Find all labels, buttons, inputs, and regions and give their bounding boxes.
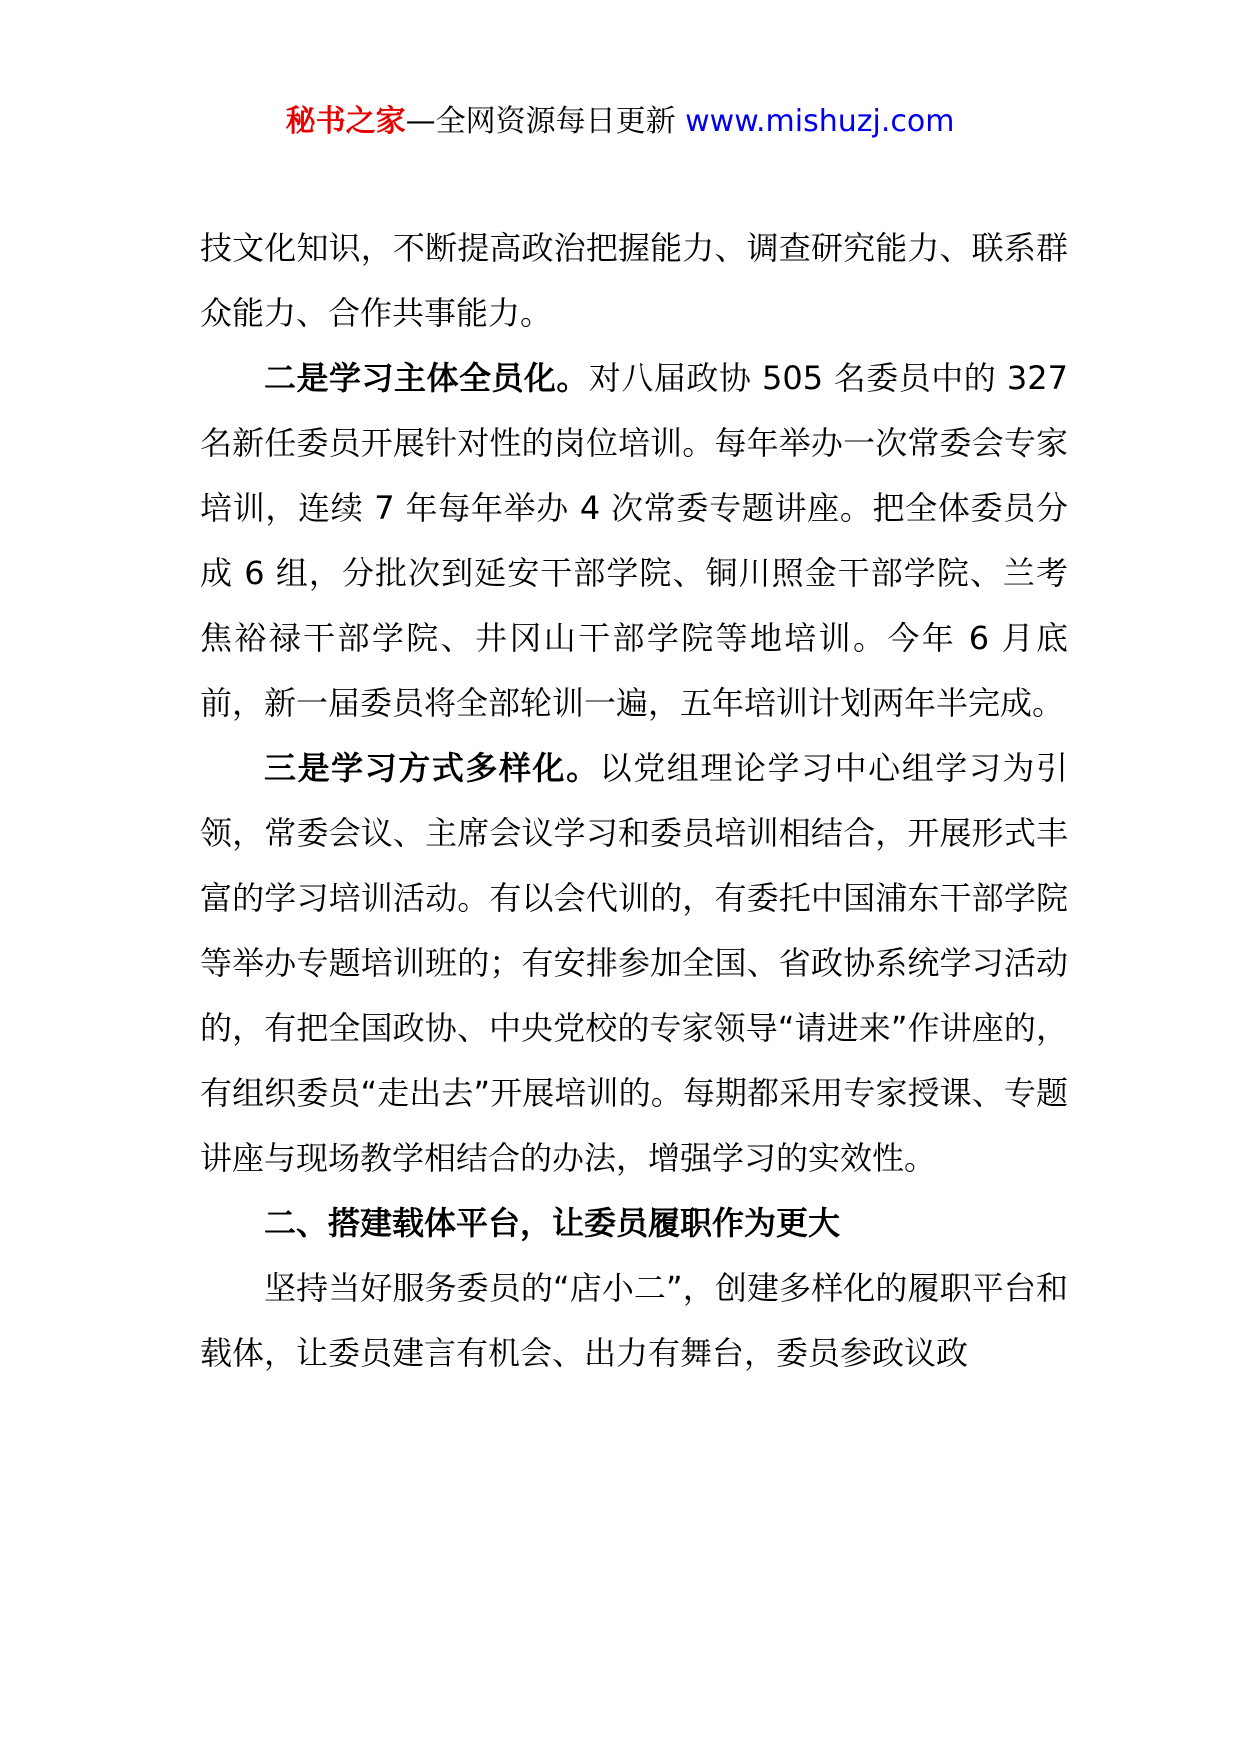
paragraph-learning-subjects xyxy=(200,346,1068,736)
brand-name: 秘书之家 xyxy=(285,104,406,139)
paragraph-continuation: 技文化知识，不断提高政治把握能力、调查研究能力、联系群众能力、合作共事能力。 xyxy=(200,229,1068,332)
document-body xyxy=(200,216,1068,1386)
header-tagline: —全网资源每日更新 xyxy=(405,104,676,139)
paragraph-heading: 二是学习主体全员化。 xyxy=(264,359,589,397)
site-url-link[interactable]: www.mishuzj.com xyxy=(685,104,955,139)
paragraph-text: 对八届政协 505 名委员中的 327 名新任委员开展针对性的岗位培训。每年举办一次常委会专家培训，连续 7 年每年举办 4 次常委专题讲座。把全体委员分成 6 组，分批次到延安干部学院、铜川照金干部学院、兰考焦裕禄干部学院、井冈山干部学院等地培训。今年 6 月底前，新一届委员将全部轮训一遍，五年培训计划两年半完成。 xyxy=(200,359,1068,722)
section-heading: 二、搭建载体平台，让委员履职作为更大 xyxy=(264,1204,841,1242)
paragraph-learning-methods xyxy=(200,736,1068,1191)
site-header xyxy=(0,100,1240,144)
paragraph-text: 以党组理论学习中心组学习为引领，常委会议、主席会议学习和委员培训相结合，开展形式丰富的学习培训活动。有以会代训的，有委托中国浦东干部学院等举办专题培训班的；有安排参加全国、省政协系统学习活动的，有把全国政协、中央党校的专家领导“请进来”作讲座的，有组织委员“走出去”开展培训的。每期都采用专家授课、专题讲座与现场教学相结合的办法，增强学习的实效性。 xyxy=(200,749,1068,1177)
paragraph-heading: 三是学习方式多样化。 xyxy=(264,749,600,787)
paragraph-platforms: 坚持当好服务委员的“店小二”，创建多样化的履职平台和载体，让委员建言有机会、出力有舞台，委员参政议政 xyxy=(200,1269,1068,1372)
